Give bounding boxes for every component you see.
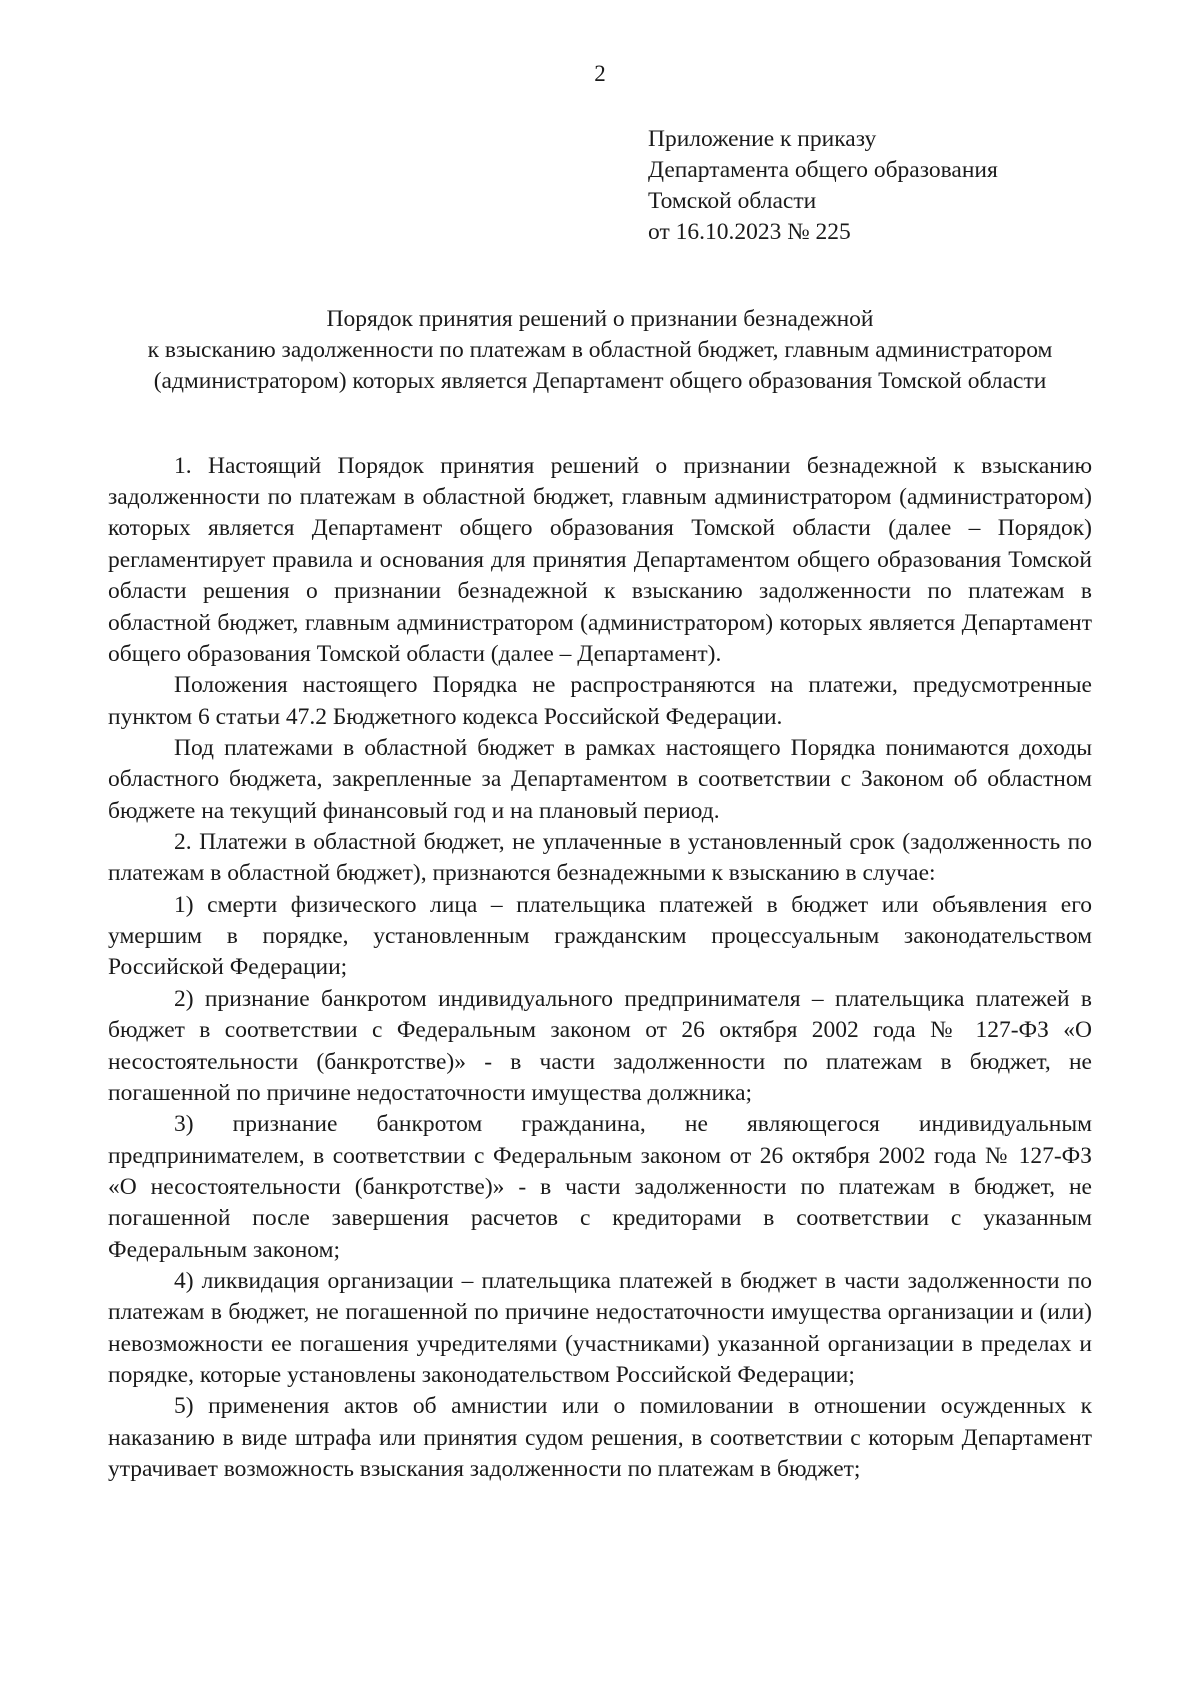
document-title [108,304,1092,397]
page-number: 2 [594,61,606,86]
paragraph: 2) признание банкротом индивидуального предпринимателя – плательщика платежей в бюджет в соответствии с Федеральным законом от 26 октября 2002 года № 127-ФЗ «О несостоятельности (банкротстве)» - в части задолженности по платежам в бюджет, не погашенной по причине недостаточности имущества должника; [108,985,1092,1106]
paragraph: 2. Платежи в областной бюджет, не уплаченные в установленный срок (задолженность по платежам в областной бюджет), признаются безнадежными к взысканию в случае: [108,829,1092,887]
paragraph: Положения настоящего Порядка не распространяются на платежи, предусмотренные пунктом 6 статьи 47.2 Бюджетного кодекса Российской Федерации. [108,672,1092,730]
appendix-line-3: Томской области [648,187,817,214]
document-title-line-1: Порядок принятия решений о признании безнадежной [326,305,874,332]
paragraph: 3) признание банкротом гражданина, не являющегося индивидуальным предпринимателем, в соответствии с Федеральным законом от 26 октября 2002 года № 127-ФЗ «О несостоятельности (банкротстве)» - в части задолженности по платежам в бюджет, не погашенной после завершения расчетов с кредиторами в соответствии с указанным Федеральным законом; [108,1111,1092,1263]
paragraph: Под платежами в областной бюджет в рамках настоящего Порядка понимаются доходы областного бюджета, закрепленные за Департаментом в соответствии с Законом об областном бюджете на текущий финансовый год и на плановый период. [108,734,1092,824]
paragraph: 5) применения актов об амнистии или о помиловании в отношении осужденных к наказанию в виде штрафа или принятия судом решения, в соответствии с которым Департамент утрачивает возможность взыскания задолженности по платежам в бюджет; [108,1393,1092,1483]
document-title-line-3: (администратором) которых является Департамент общего образования Томской области [153,367,1047,394]
appendix-reference-block [648,124,1092,248]
appendix-line-4: от 16.10.2023 № 225 [648,218,851,245]
document-title-line-2: к взысканию задолженности по платежам в областной бюджет, главным администратором [147,336,1053,363]
paragraph: 1) смерти физического лица – плательщика платежей в бюджет или объявления его умершим в порядке, установленным гражданским процессуальным законодательством Российской Федерации; [108,891,1092,981]
appendix-line-1: Приложение к приказу [648,125,877,152]
document-body [108,451,1092,1486]
appendix-line-2: Департамента общего образования [648,156,998,183]
paragraph: 1. Настоящий Порядок принятия решений о признании безнадежной к взысканию задолженности по платежам в областной бюджет, главным администратором (администратором) которых является Департамент общего образования Томской области (далее – Порядок) регламентирует правила и основания для принятия Департаментом общего образования Томской области решения о признании безнадежной к взысканию задолженности по платежам в областной бюджет, главным администратором (администратором) которых является Департамент общего образования Томской области (далее – Департамент). [108,452,1092,667]
paragraph: 4) ликвидация организации – плательщика платежей в бюджет в части задолженности по платежам в бюджет, не погашенной по причине недостаточности имущества организации и (или) невозможности ее погашения учредителями (участниками) указанной организации в пределах и порядке, которые установлены законодательством Российской Федерации; [108,1268,1092,1389]
